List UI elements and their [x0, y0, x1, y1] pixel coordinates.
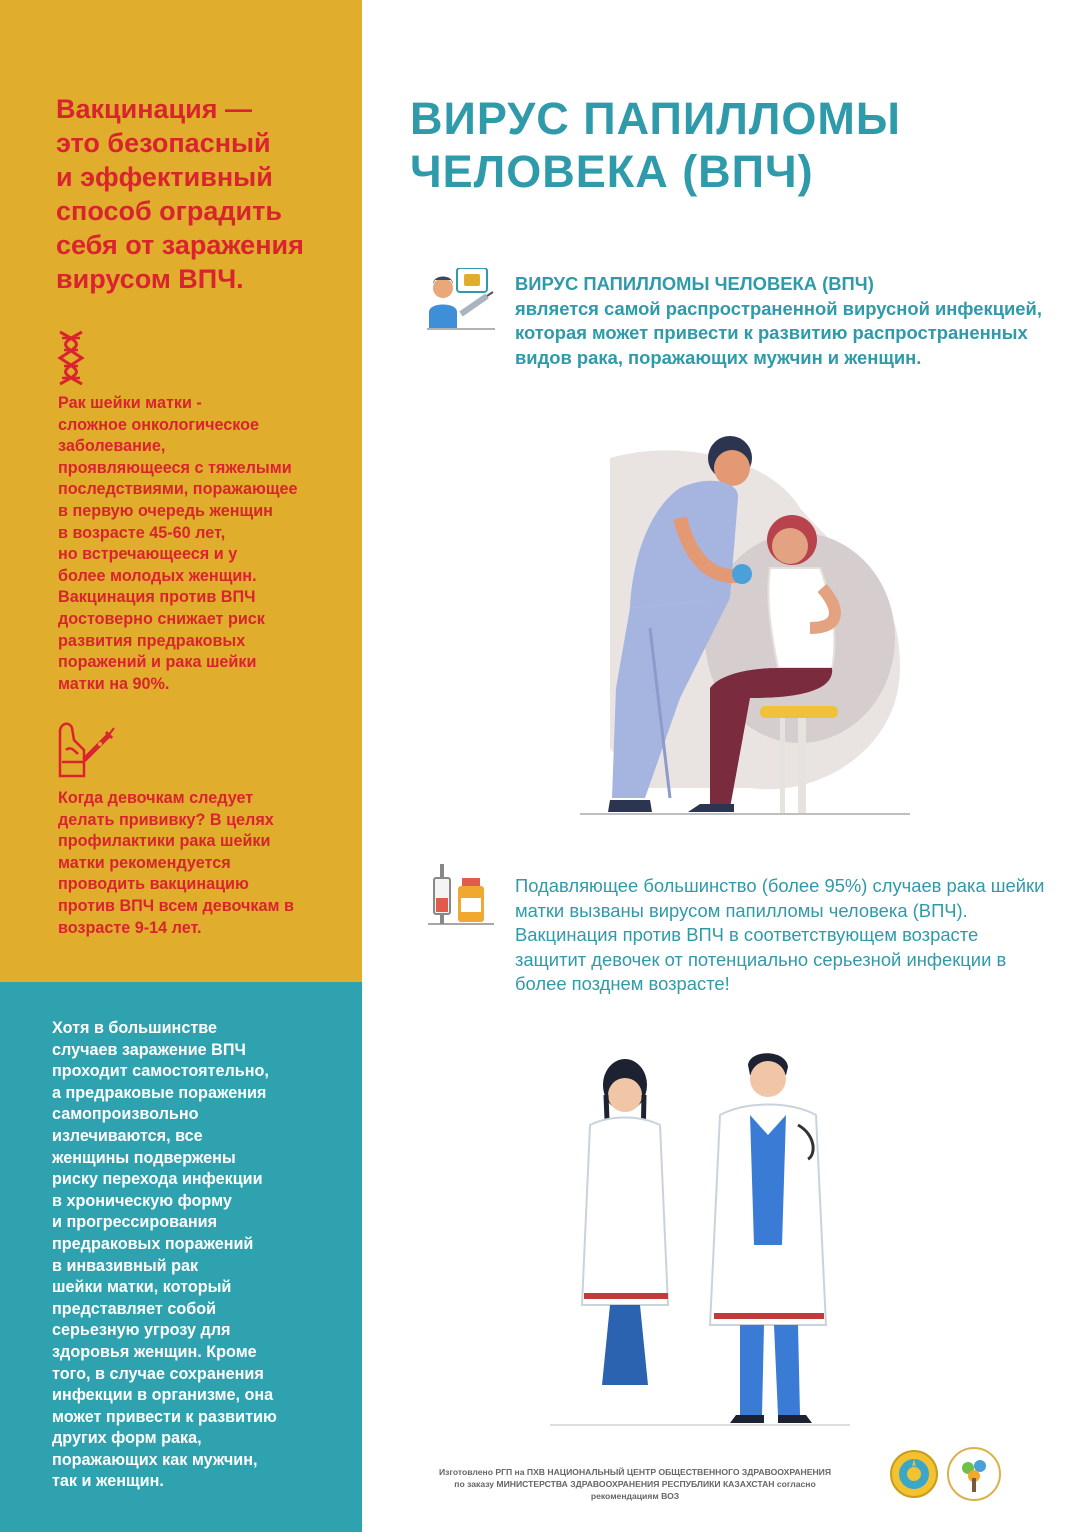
footer-line-1: Изготовлено РГП на ПХВ НАЦИОНАЛЬНЫЙ ЦЕНТР ОБЩЕСТВЕННОГО ЗДРАВООХРАНЕНИЯ	[438, 1467, 832, 1477]
vaccination-icon	[56, 720, 116, 778]
girls-vaccination-text: Когда девочкам следует делать прививку? В целях профилактики рака шейки матки рекомендуется проводить вакцинацию против ВПЧ всем девочкам в возрасте 9-14 лет.	[58, 789, 294, 937]
doctors-illustration	[550, 1045, 850, 1427]
footer-line-3: рекомендациям ВОЗ	[590, 1491, 680, 1501]
health-center-logo-icon	[946, 1446, 1002, 1502]
kazakhstan-emblem-icon	[889, 1448, 939, 1500]
cervical-cancer-info: Подавляющее большинство (более 95%) случаев рака шейки матки вызваны вирусом папилломы человека (ВПЧ). Вакцинация против ВПЧ в соответствующем возрасте защитит девочек от потенциально серьезной инфекции в более позднем возрасте!	[515, 875, 1045, 994]
footer-line-2: по заказу МИНИСТЕРСТВА ЗДРАВООХРАНЕНИЯ РЕСПУБЛИКИ КАЗАХСТАН согласно	[454, 1479, 816, 1489]
footer-credits	[392, 1466, 878, 1502]
hpv-definition-text: является самой распространенной вирусной инфекцией, которая может привести к развитию распространенных видов рака, поражающих мужчин и женщин.	[515, 297, 1042, 368]
vaccine-vials-icon	[428, 864, 494, 926]
page-title: ВИРУС ПАПИЛЛОМЫ ЧЕЛОВЕКА (ВПЧ)	[410, 93, 901, 197]
hpv-definition-block	[515, 272, 1045, 370]
nurse-vaccinating-illustration	[570, 428, 920, 820]
sidebar-lead-text: Вакцинация — это безопасный и эффективный способ оградить себя от заражения вирусом ВПЧ.	[56, 94, 304, 294]
hpv-definition-heading: ВИРУС ПАПИЛЛОМЫ ЧЕЛОВЕКА (ВПЧ)	[515, 273, 874, 294]
dna-icon	[56, 330, 86, 386]
person-syringe-icon	[427, 268, 495, 330]
sidebar-bottom-text: Хотя в большинстве случаев заражение ВПЧ проходит самостоятельно, а предраковые поражения самопроизвольно излечиваются, все женщины подвержены риску перехода инфекции в хроническую форму и прогрессирования предраковых поражений в инвазивный рак шейки матки, который представляет собой серьезную угрозу для здоровья женщин. Кроме того, в случае сохранения инфекции в организме, она может привести к развитию других форм рака, поражающих как мужчин, так и женщин.	[52, 1019, 277, 1491]
cancer-info-text: Рак шейки матки - сложное онкологическое заболевание, проявляющееся с тяжелыми последствиями, поражающее в первую очередь женщин в возрасте 45-60 лет, но встречающееся и у более молодых женщин. Вакцинация против ВПЧ достоверно снижает риск развития предраковых поражений и рака шейки матки на 90%.	[58, 394, 298, 693]
